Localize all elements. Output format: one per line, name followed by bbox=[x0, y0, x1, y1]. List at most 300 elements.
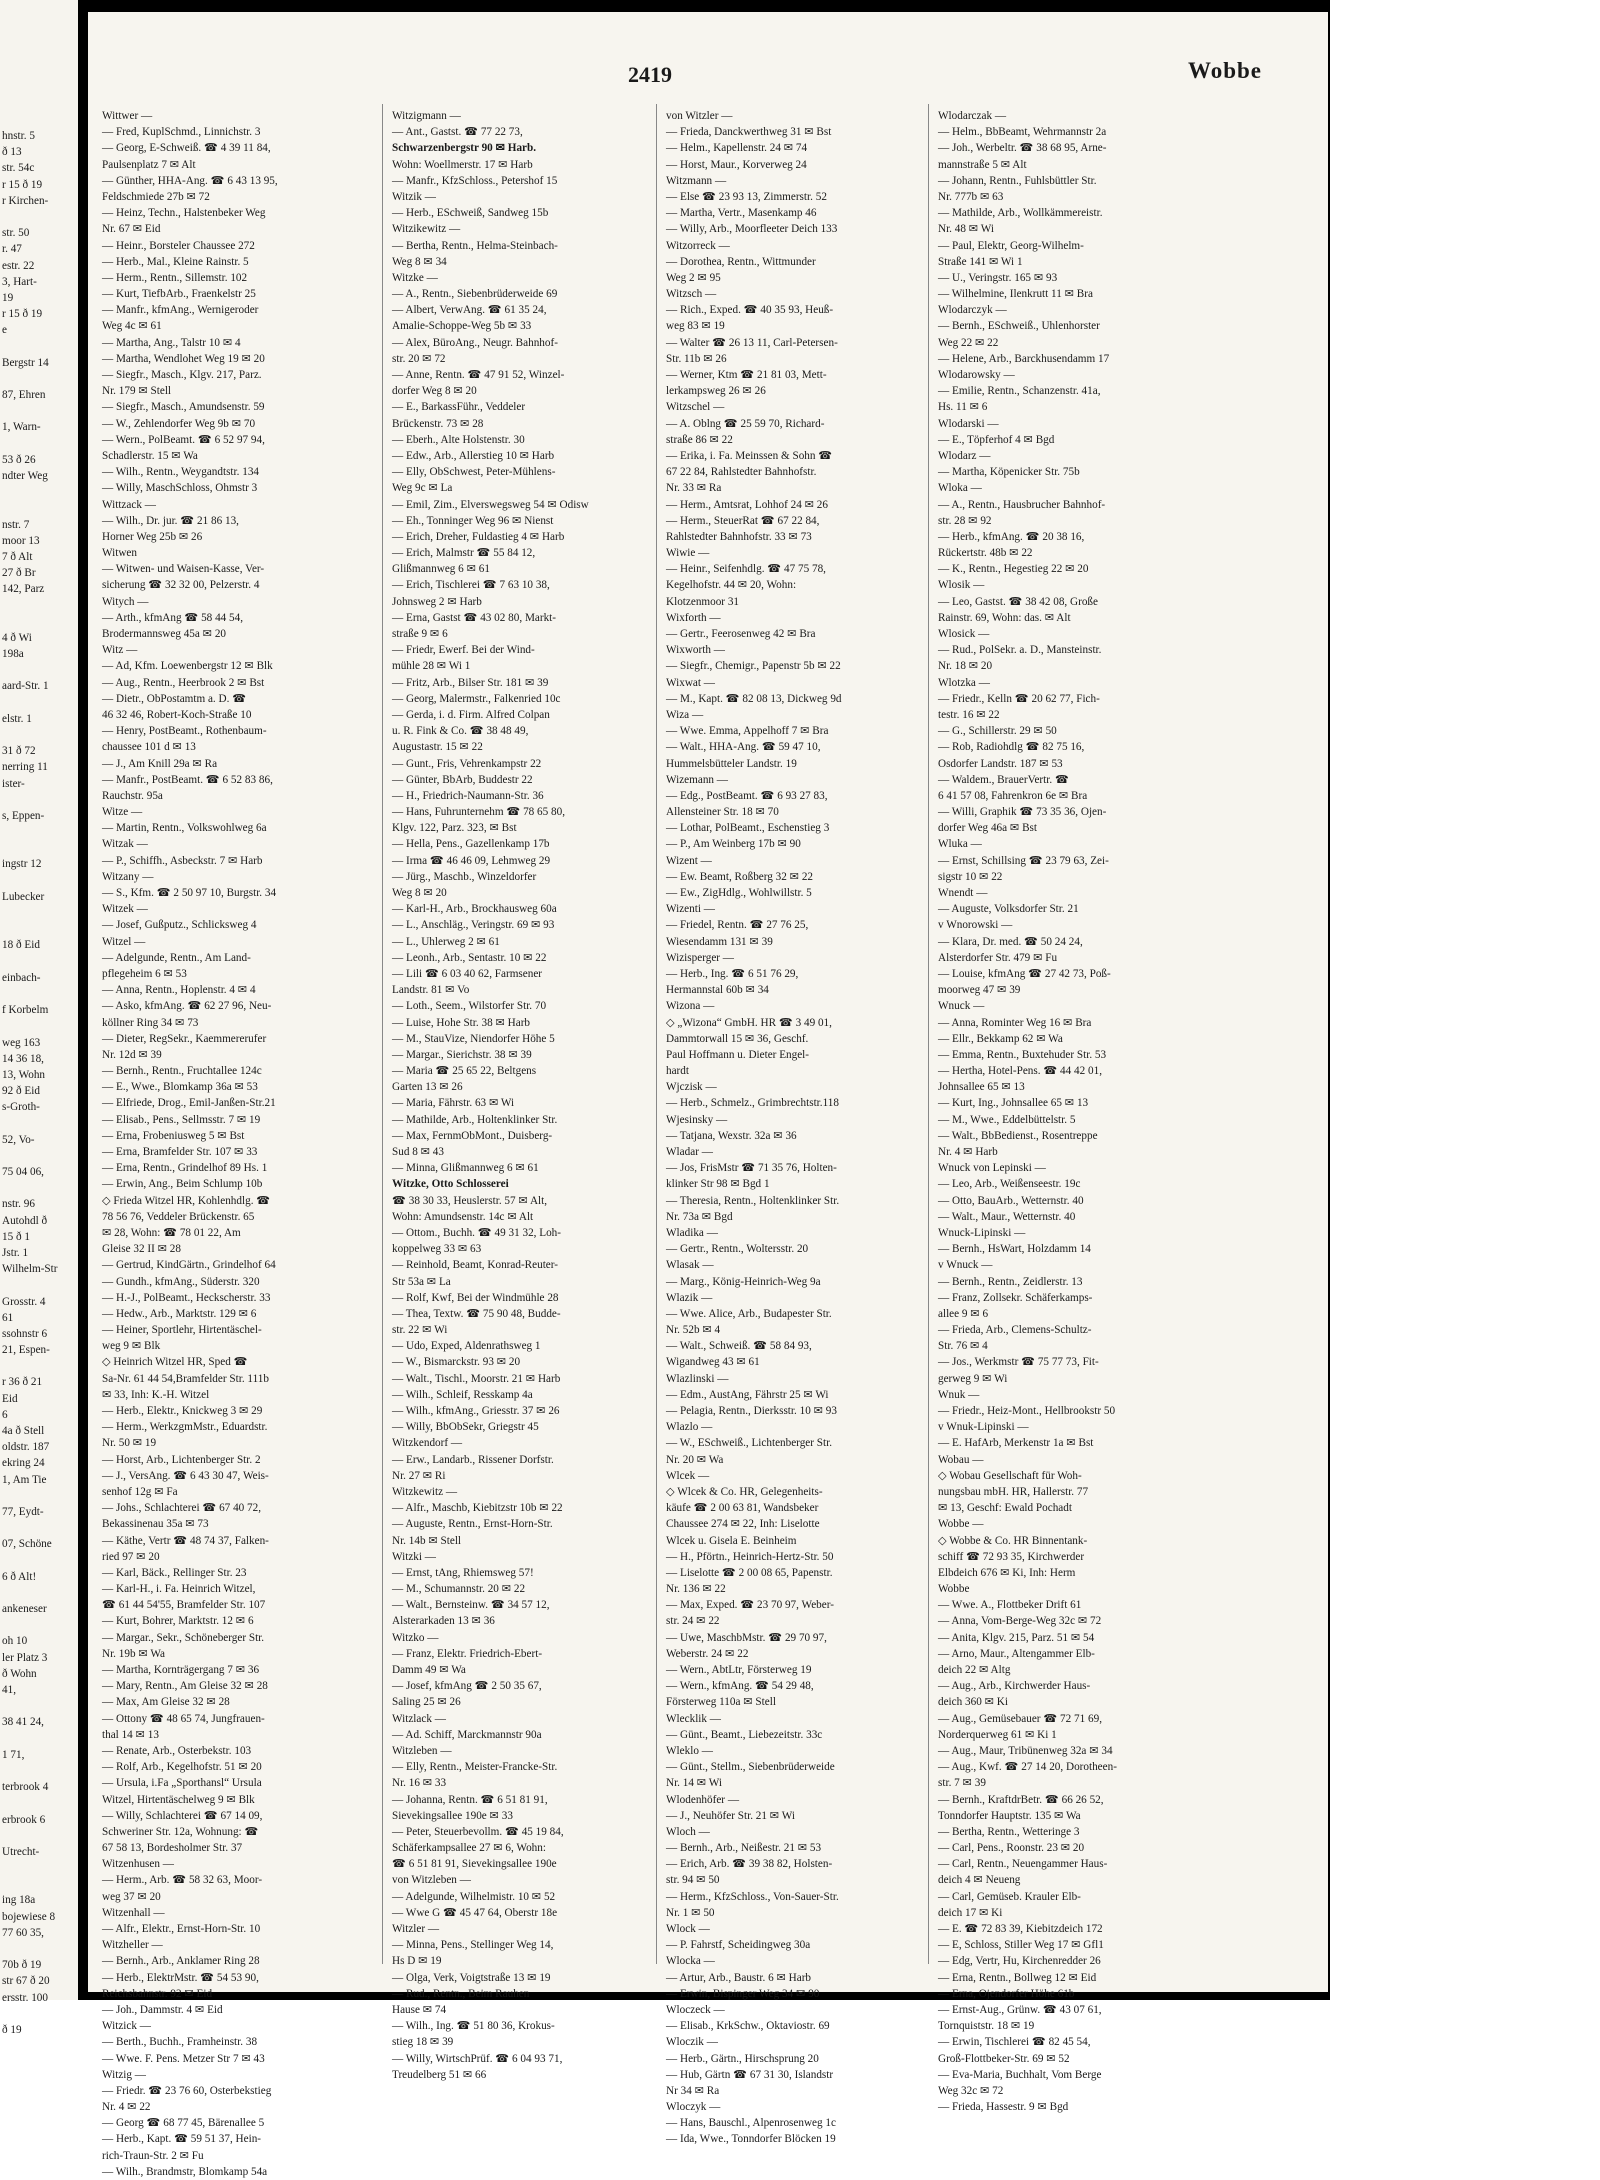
directory-entry-line: weg 163 bbox=[2, 1036, 41, 1049]
directory-entry-line: — Auguste, Volksdorfer Str. 21 bbox=[938, 903, 1079, 916]
directory-entry-line: deich 22 ✉ Altg bbox=[938, 1664, 1011, 1676]
directory-entry-line: — Walt., Maur., Wetternstr. 40 bbox=[938, 1210, 1076, 1223]
directory-entry-line: — Erich, Dreher, Fuldastieg 4 ✉ Harb bbox=[392, 530, 565, 543]
directory-entry-line: — Herb., Ing. ☎ 6 51 76 29, bbox=[666, 967, 799, 980]
directory-entry-line: — J., Neuhöfer Str. 21 ✉ Wi bbox=[666, 1809, 795, 1822]
directory-entry-line: ndter Weg bbox=[2, 469, 48, 482]
directory-entry-line: ler Platz 3 bbox=[2, 1651, 48, 1664]
directory-entry-line: testr. 16 ✉ 22 bbox=[938, 708, 1000, 721]
directory-entry-line: Wlazlinski — bbox=[666, 1372, 729, 1385]
directory-entry-line: — Herm., Amtsrat, Lohhof 24 ✉ 26 bbox=[666, 498, 828, 511]
directory-entry-line: — Alfr., Maschb, Kiebitzstr 10b ✉ 22 bbox=[392, 1502, 563, 1515]
directory-entry-line: — M., StauVize, Niendorfer Höhe 5 bbox=[392, 1032, 555, 1045]
directory-entry-line: — E., Wwe., Blomkamp 36a ✉ 53 bbox=[102, 1081, 258, 1094]
directory-entry-line: — Edg, Vertr, Hu, Kirchenredder 26 bbox=[938, 1955, 1101, 1968]
directory-entry-line: — Eberh., Alte Holstenstr. 30 bbox=[392, 433, 525, 446]
directory-entry-line: r 36 ð 21 bbox=[2, 1376, 43, 1389]
directory-entry-line: — M., Schumannstr. 20 ✉ 22 bbox=[392, 1583, 526, 1596]
directory-entry-line: rich-Traun-Str. 2 ✉ Fu bbox=[102, 2149, 204, 2162]
directory-entry-line: — Herm., KfzSchloss., Von-Sauer-Str. bbox=[666, 1890, 839, 1903]
directory-entry-line: — Asko, kfmAng. ☎ 62 27 96, Neu- bbox=[102, 1000, 272, 1013]
directory-entry-line: — Herb., Gärtn., Hirschsprung 20 bbox=[666, 2052, 819, 2065]
directory-entry-line: Witzikewitz — bbox=[392, 223, 461, 236]
directory-entry-line: — Liselotte ☎ 2 00 08 65, Papenstr. bbox=[666, 1566, 833, 1579]
directory-entry-line: — Frieda, Hassestr. 9 ✉ Bgd bbox=[938, 2101, 1069, 2114]
directory-entry-line: Wilhelm-Str bbox=[2, 1263, 58, 1276]
directory-entry-line: — Karl-H., Arb., Brockhausweg 60a bbox=[392, 903, 557, 916]
directory-entry-line: ingstr 12 bbox=[2, 858, 42, 871]
directory-entry-line: Nr. 14b ✉ Stell bbox=[392, 1534, 462, 1547]
directory-entry-line: — E. HafArb, Merkenstr 1a ✉ Bst bbox=[938, 1437, 1094, 1450]
directory-entry-line: — Ad, Kfm. Loewenbergstr 12 ✉ Blk bbox=[102, 660, 273, 673]
directory-entry-line: — Minna, Pens., Stellinger Weg 14, bbox=[392, 1939, 554, 1952]
directory-entry-line: Wlazlo — bbox=[666, 1421, 713, 1434]
directory-entry-line: Wlosik — bbox=[938, 579, 985, 592]
directory-entry-line: — Wilhelmine, Ilenkrutt 11 ✉ Bra bbox=[938, 288, 1093, 301]
directory-entry-line: ankeneser bbox=[2, 1603, 47, 1616]
directory-entry-line: mannstraße 5 ✉ Alt bbox=[938, 158, 1027, 171]
directory-entry-line: Hs D ✉ 19 bbox=[392, 1955, 442, 1968]
directory-entry-line bbox=[2, 614, 78, 630]
directory-entry-line: Augustastr. 15 ✉ 22 bbox=[392, 741, 483, 754]
directory-entry-line: — Manfr., PostBeamt. ☎ 6 52 83 86, bbox=[102, 773, 273, 786]
directory-entry-line: käufe ☎ 2 00 63 81, Wandsbeker bbox=[666, 1502, 819, 1515]
directory-entry-line: schiff ☎ 72 93 35, Kirchwerder bbox=[938, 1550, 1085, 1563]
directory-entry-line: — Walt., HHA-Ang. ☎ 59 47 10, bbox=[666, 741, 821, 754]
directory-entry-line: — Gertr., Feerosenweg 42 ✉ Bra bbox=[666, 628, 816, 640]
directory-entry-line: Lubecker bbox=[2, 890, 45, 903]
directory-entry-line: — Elly, Rentn., Meister-Francke-Str. bbox=[392, 1761, 558, 1774]
directory-entry-line: — Dieter, RegSekr., Kaemmererufer bbox=[102, 1032, 267, 1045]
directory-entry-line bbox=[2, 1795, 78, 1811]
directory-entry-line: ried 97 ✉ 20 bbox=[102, 1550, 160, 1563]
directory-entry-line: — Erwin, Ang., Beim Schlump 10b bbox=[102, 1178, 263, 1191]
directory-entry-line: Wloka — bbox=[938, 482, 982, 495]
directory-entry-line: — Georg, E-Schweiß. ☎ 4 39 11 84, bbox=[102, 142, 271, 155]
directory-entry-line: — Peter, Steuerbevollm. ☎ 45 19 84, bbox=[392, 1825, 564, 1838]
directory-entry-line: — Heinz, Techn., Halstenbeker Weg bbox=[102, 207, 266, 220]
directory-entry-line: Osdorfer Landstr. 187 ✉ 53 bbox=[938, 757, 1063, 770]
directory-entry-line bbox=[2, 1860, 78, 1876]
directory-entry-line: — Hans, Bauschl., Alpenrosenweg 1c bbox=[666, 2117, 836, 2130]
directory-entry-line: — Aug., Rentn., Heerbrook 2 ✉ Bst bbox=[102, 676, 265, 689]
page-number: 2419 bbox=[628, 62, 672, 87]
directory-entry-line: ◇ Frieda Witzel HR, Kohlenhdlg. ☎ bbox=[102, 1194, 271, 1207]
directory-entry-line: — Erna, Ojendorfer Höhe 61b bbox=[938, 1987, 1075, 2000]
directory-entry-line: — Edg., PostBeamt. ☎ 6 93 27 83, bbox=[666, 789, 828, 802]
directory-entry-line: Wixworth — bbox=[666, 644, 725, 657]
directory-entry-line: — Paul, Elektr, Georg-Wilhelm- bbox=[938, 239, 1084, 252]
directory-entry-line bbox=[2, 873, 78, 889]
directory-entry-line: Witzel — bbox=[102, 935, 146, 948]
directory-entry-line: — Max, FernmObMont., Duisberg- bbox=[392, 1129, 553, 1142]
directory-entry-line: Johnsallee 65 ✉ 13 bbox=[938, 1081, 1025, 1094]
directory-entry-line: str 67 ð 20 bbox=[2, 1975, 50, 1988]
directory-entry-line: — Wern., PolBeamt. ☎ 6 52 97 94, bbox=[102, 433, 265, 446]
directory-entry-line bbox=[2, 905, 78, 921]
directory-entry-line: — Bernh., ESchweiß., Uhlenhorster bbox=[938, 320, 1100, 333]
directory-entry-line: stieg 18 ✉ 39 bbox=[392, 2036, 454, 2049]
directory-entry-line: ◇ Wlcek & Co. HR, Gelegenheits- bbox=[666, 1485, 823, 1498]
directory-entry-line: — Herb., ESchweiß, Sandweg 15b bbox=[392, 207, 549, 220]
directory-entry-line: — Anna, Vom-Berge-Weg 32c ✉ 72 bbox=[938, 1615, 1102, 1628]
directory-entry-line: — Günt., Stellm., Siebenbrüderweide bbox=[666, 1761, 835, 1774]
directory-entry-line: 78 56 76, Veddeler Brückenstr. 65 bbox=[102, 1210, 255, 1223]
directory-entry-line: Johnsweg 2 ✉ Harb bbox=[392, 595, 482, 608]
directory-entry-line: Nr. 19b ✉ Wa bbox=[102, 1647, 165, 1660]
directory-entry-line: 77, Eydt- bbox=[2, 1505, 44, 1518]
directory-entry-line bbox=[2, 1763, 78, 1779]
directory-entry-line: sicherung ☎ 32 32 00, Pelzerstr. 4 bbox=[102, 579, 260, 592]
directory-entry-line: v Wnorowski — bbox=[938, 919, 1013, 932]
directory-entry-line: moorweg 47 ✉ 39 bbox=[938, 984, 1021, 997]
directory-entry-line: Wiza — bbox=[666, 708, 704, 721]
directory-entry-line: — Loth., Seem., Wilstorfer Str. 70 bbox=[392, 1000, 547, 1013]
directory-entry-line: — Walt., Bernsteinw. ☎ 34 57 12, bbox=[392, 1599, 550, 1612]
directory-entry-line: — Siegfr., Masch., Klgv. 217, Parz. bbox=[102, 369, 262, 381]
directory-entry-line: Nr. 27 ✉ Ri bbox=[392, 1469, 446, 1482]
directory-entry-line: Wluka — bbox=[938, 838, 982, 851]
directory-entry-line: Bergstr 14 bbox=[2, 356, 49, 369]
directory-entry-line: Paul Hoffmann u. Dieter Engel- bbox=[666, 1048, 810, 1061]
directory-entry-line: — Wilh., Rentn., Weygandtstr. 134 bbox=[102, 466, 260, 479]
directory-entry-line bbox=[2, 1698, 78, 1714]
directory-entry-line bbox=[2, 338, 78, 354]
directory-entry-line: Hause ✉ 74 bbox=[392, 2003, 447, 2016]
directory-entry-line: — A., Rentn., Siebenbrüderweide 69 bbox=[392, 288, 558, 301]
directory-entry-line: — Witwen- und Waisen-Kasse, Ver- bbox=[102, 563, 265, 576]
directory-entry-line: Wohn: Woellmerstr. 17 ✉ Harb bbox=[392, 158, 533, 171]
directory-entry-line: — Mathilde, Arb., Wollkämmereistr. bbox=[938, 207, 1103, 220]
directory-entry-line: Allensteiner Str. 18 ✉ 70 bbox=[666, 806, 779, 819]
directory-entry-line: — Herm., Arb. ☎ 58 32 63, Moor- bbox=[102, 1874, 263, 1887]
previous-page-column bbox=[2, 128, 78, 2038]
directory-entry-line: ◇ „Wizona“ GmbH. HR ☎ 3 49 01, bbox=[666, 1016, 832, 1029]
directory-entry-line: — Fritz, Arb., Bilser Str. 181 ✉ 39 bbox=[392, 676, 549, 689]
directory-entry-line: — Ursula, i.Fa „Sporthansl“ Ursula bbox=[102, 1777, 262, 1790]
directory-entry-line: Witzorreck — bbox=[666, 239, 730, 252]
directory-entry-line: — Walter ☎ 26 13 11, Carl-Petersen- bbox=[666, 336, 838, 349]
directory-entry-line: — Wwe. A., Flottbeker Drift 61 bbox=[938, 1599, 1082, 1612]
directory-entry-line: — Emma, Rentn., Buxtehuder Str. 53 bbox=[938, 1048, 1107, 1061]
directory-entry-line: Witzek — bbox=[102, 903, 148, 916]
directory-entry-line: — Georg, Malermstr., Falkenried 10c bbox=[392, 692, 561, 705]
directory-entry-line: Wlcek — bbox=[666, 1469, 710, 1482]
directory-entry-line: 27 ð Br bbox=[2, 567, 36, 580]
directory-entry-line: Wittwer — bbox=[102, 110, 153, 122]
directory-entry-line: Schäferkampsallee 27 ✉ 6, Wohn: bbox=[392, 1842, 546, 1855]
directory-entry-line: lerkampsweg 26 ✉ 26 bbox=[666, 385, 766, 398]
directory-entry-line: 53 ð 26 bbox=[2, 453, 36, 466]
directory-entry-line: — Erich, Arb. ☎ 39 38 82, Holsten- bbox=[666, 1858, 833, 1871]
directory-entry-line: Feldschmiede 27b ✉ 72 bbox=[102, 190, 210, 203]
directory-entry-line: Nr. 73a ✉ Bgd bbox=[666, 1210, 733, 1223]
directory-entry-line: Wobbe — bbox=[938, 1518, 984, 1531]
directory-page bbox=[88, 12, 1328, 2178]
directory-entry-line: — Herb., Elektr., Knickweg 3 ✉ 29 bbox=[102, 1405, 263, 1417]
directory-entry-line: Witzschel — bbox=[666, 401, 725, 414]
directory-entry-line: 75 04 06, bbox=[2, 1166, 44, 1178]
directory-entry-line: — Georg ☎ 68 77 45, Bärenallee 5 bbox=[102, 2117, 265, 2130]
directory-entry-line: — G., Schillerstr. 29 ✉ 50 bbox=[938, 725, 1057, 738]
directory-entry-line: — Eva-Maria, Buchhalt, Vom Berge bbox=[938, 2068, 1102, 2081]
directory-entry-line: von Witzler — bbox=[666, 110, 733, 122]
directory-entry-line: Wladika — bbox=[666, 1226, 718, 1239]
directory-entry-line: ersstr. 100 bbox=[2, 1991, 48, 2004]
directory-entry-line: — Arth., kfmAng ☎ 58 44 54, bbox=[102, 611, 244, 624]
directory-entry-line: — E., Töpferhof 4 ✉ Bgd bbox=[938, 433, 1055, 446]
directory-entry-line: — L., Uhlerweg 2 ✉ 61 bbox=[392, 935, 500, 948]
directory-entry-line: — Auguste, Rentn., Ernst-Horn-Str. bbox=[392, 1518, 553, 1531]
directory-entry-line: — Joh., Werbeltr. ☎ 38 68 95, Arne- bbox=[938, 142, 1107, 155]
directory-entry-line: — Ad. Schiff, Marckmannstr 90a bbox=[392, 1728, 542, 1741]
directory-entry-line: Autohdl ð bbox=[2, 1214, 48, 1227]
directory-entry-line: ☎ 61 44 54'55, Bramfelder Str. 107 bbox=[102, 1599, 266, 1612]
directory-entry-line: 18 ð Eid bbox=[2, 939, 40, 952]
directory-entry-line: — Aug., Kwf. ☎ 27 14 20, Dorotheen- bbox=[938, 1761, 1117, 1774]
directory-entry-line: — M., Wwe., Eddelbüttelstr. 5 bbox=[938, 1113, 1076, 1126]
directory-entry-line: ð Wohn bbox=[2, 1667, 37, 1680]
directory-entry-line: — Edm., AustAng, Fährstr 25 ✉ Wi bbox=[666, 1388, 829, 1401]
directory-entry-line: Tonndorfer Hauptstr. 135 ✉ Wa bbox=[938, 1809, 1081, 1822]
directory-entry-line: — Leo, Arb., Weißenseestr. 19c bbox=[938, 1178, 1081, 1191]
directory-entry-line: — Margar., Sekr., Schöneberger Str. bbox=[102, 1631, 265, 1644]
directory-entry-line: Witzak — bbox=[102, 838, 148, 851]
directory-entry-line: deich 4 ✉ Neueng bbox=[938, 1874, 1021, 1887]
directory-entry-line: — Josef, kfmAng ☎ 2 50 35 67, bbox=[392, 1680, 542, 1693]
directory-entry-line: — Maria ☎ 25 65 22, Beltgens bbox=[392, 1065, 537, 1078]
directory-entry-line: Wnuck von Lepinski — bbox=[938, 1162, 1046, 1175]
directory-entry-line: — Wwe. F. Pens. Metzer Str 7 ✉ 43 bbox=[102, 2052, 265, 2065]
directory-entry-line: Nr. 12d ✉ 39 bbox=[102, 1048, 162, 1061]
directory-entry-line: Witzheller — bbox=[102, 1939, 163, 1952]
directory-entry-line: 15 ð 1 bbox=[2, 1230, 30, 1243]
directory-entry-line bbox=[2, 1553, 78, 1569]
directory-entry-line: Nr. 136 ✉ 22 bbox=[666, 1583, 726, 1596]
directory-entry-line: — Hedw., Arb., Marktstr. 129 ✉ 6 bbox=[102, 1307, 257, 1320]
directory-entry-line: Wlodarowsky — bbox=[938, 369, 1015, 381]
directory-entry-line: 67 58 13, Bordesholmer Str. 37 bbox=[102, 1842, 243, 1855]
directory-entry-line: — Uwe, MaschbMstr. ☎ 29 70 97, bbox=[666, 1631, 827, 1644]
directory-entry-line: Grosstr. 4 bbox=[2, 1295, 46, 1308]
directory-entry-line: Wnuk — bbox=[938, 1388, 980, 1401]
directory-entry-line: Nr 34 ✉ Ra bbox=[666, 2084, 720, 2097]
directory-entry-line bbox=[2, 1277, 78, 1293]
directory-entry-line: Witze — bbox=[102, 806, 143, 819]
directory-entry-line: — Johanna, Rentn. ☎ 6 51 81 91, bbox=[392, 1793, 548, 1806]
directory-entry-line: — Dietr., ObPostamtm a. D. ☎ bbox=[102, 692, 247, 705]
directory-entry-line: ✉ 33, Inh: K.-H. Witzel bbox=[102, 1388, 210, 1401]
directory-entry-line: str. 22 ✉ Wi bbox=[392, 1324, 448, 1337]
directory-entry-line: r Kirchen- bbox=[2, 194, 49, 207]
directory-entry-line: 21, Espen- bbox=[2, 1344, 50, 1357]
directory-entry-line: moor 13 bbox=[2, 534, 40, 547]
directory-entry-line: Wiwie — bbox=[666, 547, 710, 560]
directory-entry-line: Wleklo — bbox=[666, 1744, 713, 1757]
directory-entry-line: — P., Am Weinberg 17b ✉ 90 bbox=[666, 838, 801, 851]
directory-entry-line: — Walt., BbBedienst., Rosentreppe bbox=[938, 1129, 1098, 1142]
directory-entry-line: — Frieda, Danckwerthweg 31 ✉ Bst bbox=[666, 126, 832, 139]
directory-entry-line: Weberstr. 24 ✉ 22 bbox=[666, 1647, 749, 1660]
directory-entry-line: — Bertha, Rentn., Wetteringe 3 bbox=[938, 1825, 1080, 1838]
directory-entry-line: 92 ð Eid bbox=[2, 1085, 40, 1098]
directory-entry-line: — Ernst-Aug., Grünw. ☎ 43 07 61, bbox=[938, 2003, 1102, 2016]
directory-entry-line: dorfer Weg 8 ✉ 20 bbox=[392, 385, 477, 398]
directory-entry-line: 87, Ehren bbox=[2, 389, 46, 401]
directory-entry-line: str. 54c bbox=[2, 162, 35, 175]
directory-entry-line: 1 71, bbox=[2, 1748, 25, 1761]
directory-entry-line: Wlotzka — bbox=[938, 676, 990, 689]
directory-entry-line: — Adelgunde, Wilhelmistr. 10 ✉ 52 bbox=[392, 1890, 556, 1903]
directory-entry-line: Wizenti — bbox=[666, 903, 715, 916]
directory-entry-line: — Rob, Radiohdlg ☎ 82 75 16, bbox=[938, 741, 1085, 754]
directory-entry-line: — Emilie, Rentn., Schanzenstr. 41a, bbox=[938, 385, 1101, 398]
directory-entry-line bbox=[2, 1585, 78, 1601]
directory-column-4 bbox=[938, 108, 1188, 2115]
directory-entry-line: — Ellr., Bekkamp 62 ✉ Wa bbox=[938, 1032, 1063, 1045]
directory-entry-line: — Ernst, Schillsing ☎ 23 79 63, Zei- bbox=[938, 854, 1109, 867]
directory-entry-line: Wizona — bbox=[666, 1000, 715, 1013]
directory-entry-line: — Günther, HHA-Ang. ☎ 6 43 13 95, bbox=[102, 174, 278, 187]
directory-entry-line: — Elfriede, Drog., Emil-Janßen-Str.21 bbox=[102, 1097, 276, 1110]
directory-entry-line: — Herm., SteuerRat ☎ 67 22 84, bbox=[666, 514, 820, 527]
directory-entry-line bbox=[2, 1520, 78, 1536]
directory-entry-line: — Carl, Rentn., Neuengammer Haus- bbox=[938, 1858, 1108, 1871]
directory-entry-line: gerweg 9 ✉ Wi bbox=[938, 1372, 1008, 1385]
directory-entry-line: — Helene, Arb., Barckhusendamm 17 bbox=[938, 352, 1110, 365]
directory-entry-line bbox=[2, 209, 78, 225]
directory-entry-line: — Elisab., KrkSchw., Oktaviostr. 69 bbox=[666, 2020, 830, 2033]
directory-entry-line: — M., Kapt. ☎ 82 08 13, Dickweg 9d bbox=[666, 692, 842, 705]
directory-entry-line: einbach- bbox=[2, 971, 41, 984]
column-rule bbox=[656, 104, 657, 1964]
directory-entry-line: — Bernh., Arb., Neißestr. 21 ✉ 53 bbox=[666, 1842, 822, 1855]
directory-entry-line: — Willy, MaschSchloss, Ohmstr 3 bbox=[102, 482, 258, 495]
directory-entry-line: Wlosick — bbox=[938, 628, 990, 640]
directory-entry-line: Wigandweg 43 ✉ 61 bbox=[666, 1356, 760, 1369]
directory-entry-line: — Käthe, Vertr ☎ 48 74 37, Falken- bbox=[102, 1534, 269, 1547]
directory-entry-line: Nr. 52b ✉ 4 bbox=[666, 1324, 721, 1337]
directory-entry-line: v Wnuk-Lipinski — bbox=[938, 1421, 1029, 1434]
directory-entry-line: Witzik — bbox=[392, 190, 436, 203]
directory-entry-line: — Erw., Landarb., Rissener Dorfstr. bbox=[392, 1453, 554, 1466]
directory-entry-line: — Wern., AbtLtr, Försterweg 19 bbox=[666, 1664, 812, 1676]
directory-entry-line: — Anna, Rominter Weg 16 ✉ Bra bbox=[938, 1016, 1092, 1029]
directory-entry-line: — S., Kfm. ☎ 2 50 97 10, Burgstr. 34 bbox=[102, 887, 277, 899]
directory-entry-line: Wixforth — bbox=[666, 611, 721, 624]
directory-entry-line: 41, bbox=[2, 1684, 16, 1696]
directory-entry-line: — Erna, Frobeniusweg 5 ✉ Bst bbox=[102, 1129, 245, 1142]
directory-entry-line: — Jos, FrisMstr ☎ 71 35 76, Holten- bbox=[666, 1162, 837, 1175]
directory-entry-line: 6 41 57 08, Fahrenkron 6e ✉ Bra bbox=[938, 789, 1088, 802]
directory-entry-line: Rainstr. 69, Wohn: das. ✉ Alt bbox=[938, 611, 1071, 624]
directory-entry-line: Nr. 777b ✉ 63 bbox=[938, 190, 1004, 203]
directory-entry-line: Landstr. 81 ✉ Vo bbox=[392, 984, 470, 997]
directory-entry-line: — Reinhold, Beamt, Konrad-Reuter- bbox=[392, 1259, 558, 1272]
directory-entry-line: mühle 28 ✉ Wi 1 bbox=[392, 660, 471, 673]
directory-entry-line: Nr. 16 ✉ 33 bbox=[392, 1777, 447, 1790]
directory-entry-line: — Fred, KuplSchmd., Linnichstr. 3 bbox=[102, 126, 261, 139]
directory-entry-line: ð 13 bbox=[2, 146, 22, 159]
directory-entry-line: Wnuck-Lipinski — bbox=[938, 1226, 1026, 1239]
directory-entry-line: — Helm., BbBeamt, Wehrmannstr 2a bbox=[938, 126, 1107, 139]
directory-entry-line: ekring 24 bbox=[2, 1457, 45, 1470]
directory-entry-line: — Louise, kfmAng ☎ 27 42 73, Poß- bbox=[938, 967, 1111, 980]
directory-entry-line: Försterweg 110a ✉ Stell bbox=[666, 1696, 776, 1709]
directory-entry-line: Rauchstr. 95a bbox=[102, 789, 163, 802]
directory-entry-line: Wohn: Amundsenstr. 14c ✉ Alt bbox=[392, 1210, 534, 1223]
directory-entry-line: Glißmannweg 6 ✉ 61 bbox=[392, 563, 490, 576]
directory-entry-line: Wizisperger — bbox=[666, 951, 734, 964]
directory-entry-line: — Adelgunde, Rentn., Am Land- bbox=[102, 951, 251, 964]
directory-entry-line: — Bernh., Rentn., Zeidlerstr. 13 bbox=[938, 1275, 1083, 1288]
directory-entry-line: koppelweg 33 ✉ 63 bbox=[392, 1243, 482, 1256]
directory-entry-line bbox=[2, 403, 78, 419]
directory-entry-line: — Erika, i. Fa. Meinssen & Sohn ☎ bbox=[666, 449, 833, 462]
directory-entry-line: Kegelhofstr. 44 ✉ 20, Wohn: bbox=[666, 579, 797, 592]
directory-entry-line: str. 7 ✉ 39 bbox=[938, 1777, 986, 1790]
directory-entry-line: — Hella, Pens., Gazellenkamp 17b bbox=[392, 838, 550, 851]
directory-entry-line: str. 20 ✉ 72 bbox=[392, 352, 446, 365]
directory-entry-line: — Rud., PolSekr. a. D., Mansteinstr. bbox=[938, 644, 1102, 657]
directory-entry-line: — Leonh., Arb., Sentastr. 10 ✉ 22 bbox=[392, 951, 547, 964]
directory-entry-line: — Lothar, PolBeamt., Eschenstieg 3 bbox=[666, 822, 830, 835]
directory-entry-line: — U., Veringstr. 165 ✉ 93 bbox=[938, 271, 1058, 284]
directory-entry-line: weg 83 ✉ 19 bbox=[666, 320, 725, 333]
directory-entry-line: — E., BarkassFühr., Veddeler bbox=[392, 401, 526, 414]
directory-entry-line: Witzke, Otto Schlosserei bbox=[392, 1178, 509, 1191]
directory-entry-line: — Aug., Gemüsebauer ☎ 72 71 69, bbox=[938, 1712, 1103, 1725]
directory-entry-line: — Ottony ☎ 48 65 74, Jungfrauen- bbox=[102, 1712, 265, 1725]
directory-entry-line: 3, Hart- bbox=[2, 275, 37, 288]
directory-entry-line: — E. ☎ 72 83 39, Kiebitzdeich 172 bbox=[938, 1923, 1103, 1935]
directory-entry-line: — Willy, BbObSekr, Griegstr 45 bbox=[392, 1421, 539, 1434]
directory-entry-line: Klotzenmoor 31 bbox=[666, 595, 740, 608]
directory-entry-line: — Carl, Pens., Roonstr. 23 ✉ 20 bbox=[938, 1842, 1085, 1855]
directory-entry-line: — Helm., Kapellenstr. 24 ✉ 74 bbox=[666, 142, 808, 155]
directory-entry-line: 13, Wohn bbox=[2, 1068, 46, 1081]
directory-entry-line: — Elly, ObSchwest, Peter-Mühlens- bbox=[392, 466, 556, 479]
column-rule bbox=[382, 104, 383, 1964]
directory-entry-line: — J., Am Knill 29a ✉ Ra bbox=[102, 757, 218, 770]
directory-entry-line: — Wilh., Brandmstr, Blomkamp 54a bbox=[102, 2165, 268, 2178]
directory-entry-line: — Franz, Elektr. Friedrich-Ebert- bbox=[392, 1647, 543, 1660]
directory-entry-line: Wloczik — bbox=[666, 2036, 718, 2049]
directory-entry-line: str. 24 ✉ 22 bbox=[666, 1615, 720, 1628]
directory-entry-line: Wlcek u. Gisela E. Beinheim bbox=[666, 1534, 797, 1547]
directory-entry-line: Schweriner Str. 12a, Wohnung: ☎ bbox=[102, 1825, 259, 1838]
directory-entry-line: — Emil, Zim., Elverswegsweg 54 ✉ Odisw bbox=[392, 498, 589, 511]
directory-entry-line: — L., Anschläg., Veringstr. 69 ✉ 93 bbox=[392, 919, 555, 932]
directory-entry-line: — Manfr., kfmAng., Wernigeroder bbox=[102, 304, 259, 317]
directory-entry-line: Groß-Flottbeker-Str. 69 ✉ 52 bbox=[938, 2052, 1070, 2065]
directory-entry-line: — E, Schloss, Stiller Weg 17 ✉ Gfl1 bbox=[938, 1939, 1104, 1952]
directory-entry-line: — Ottom., Buchh. ☎ 49 31 32, Loh- bbox=[392, 1226, 561, 1239]
directory-entry-line: — Elisab., Pens., Sellmsstr. 7 ✉ 19 bbox=[102, 1113, 261, 1126]
directory-column-2 bbox=[392, 108, 642, 2083]
directory-entry-line: r. 47 bbox=[2, 243, 22, 256]
directory-entry-line bbox=[2, 1018, 78, 1034]
directory-entry-line: — Kurt, Ing., Johnsallee 65 ✉ 13 bbox=[938, 1097, 1089, 1110]
directory-entry-line: Hs. 11 ✉ 6 bbox=[938, 401, 988, 414]
directory-entry-line: Horner Weg 25b ✉ 26 bbox=[102, 530, 203, 543]
directory-entry-line: Weg 9c ✉ La bbox=[392, 482, 453, 495]
directory-entry-line: Jstr. 1 bbox=[2, 1246, 29, 1259]
directory-entry-line: — Hub, Gärtn ☎ 67 31 30, Islandstr bbox=[666, 2068, 834, 2081]
directory-entry-line: deich 360 ✉ Ki bbox=[938, 1696, 1008, 1709]
directory-entry-line: Amalie-Schoppe-Weg 5b ✉ 33 bbox=[392, 320, 532, 333]
directory-entry-line: — Johann, Rentn., Fuhlsbüttler Str. bbox=[938, 174, 1097, 187]
